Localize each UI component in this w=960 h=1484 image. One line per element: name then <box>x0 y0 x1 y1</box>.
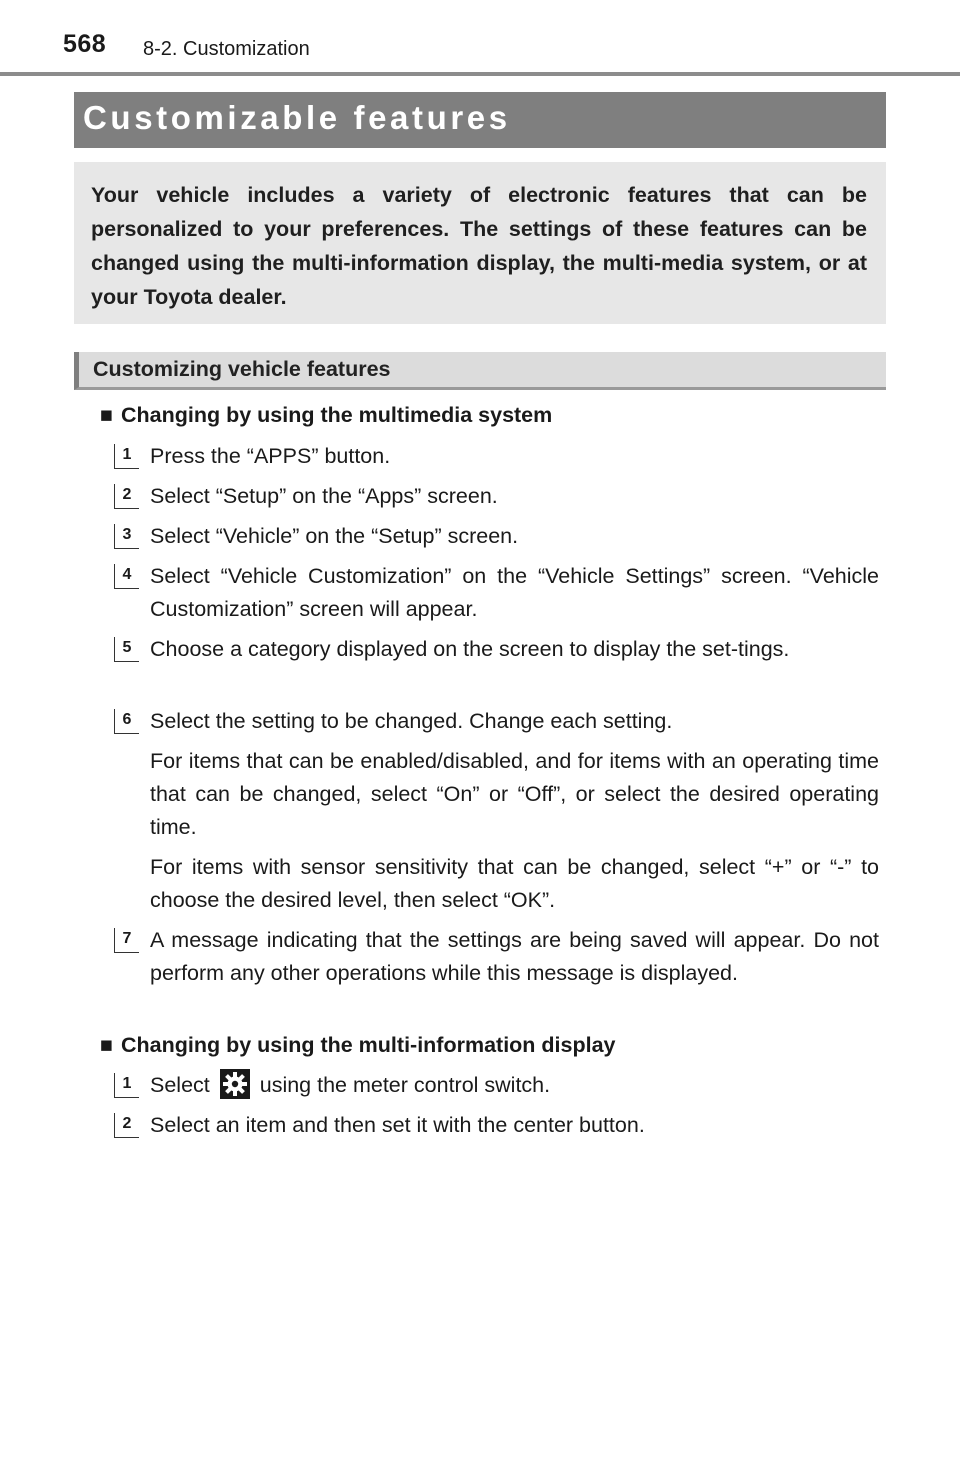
step-number-7: 7 <box>114 928 139 953</box>
multimedia-heading <box>100 403 552 428</box>
intro-box <box>74 162 886 324</box>
mid-step-text-2: Select an item and then set it with the center button. <box>150 1113 645 1137</box>
subsection-bar <box>74 352 886 390</box>
step-number-1: 1 <box>114 444 139 469</box>
subsection-title: Customizing vehicle features <box>93 357 391 381</box>
section-reference: 8-2. Customization <box>143 38 310 60</box>
step-text-5: Choose a category displayed on the screen to display the set-tings. <box>150 637 790 661</box>
mid-step-1-before: Select <box>150 1073 210 1097</box>
step-number-5: 5 <box>114 637 139 662</box>
step-text-3: Select “Vehicle” on the “Setup” screen. <box>150 524 519 548</box>
step-number-4: 4 <box>114 564 139 589</box>
mid-step-number-2: 2 <box>114 1113 139 1138</box>
intro-text: Your vehicle includes a variety of electronic features that can be personalized to your preferences. The settings of these features can be changed using the multi-information display, the multi-media system, or at your Toyota dealer. <box>91 183 867 309</box>
settings-gear-icon <box>220 1069 250 1099</box>
step-number-2: 2 <box>114 484 139 509</box>
step-number-6: 6 <box>114 709 139 734</box>
step-number-3: 3 <box>114 524 139 549</box>
step-text-6: Select the setting to be changed. Change each setting. <box>150 709 673 733</box>
mid-step-number-1: 1 <box>114 1073 139 1098</box>
mid-heading <box>100 1033 616 1058</box>
page-title: Customizable features <box>83 99 511 136</box>
header-divider <box>0 72 960 76</box>
title-bar <box>74 92 886 148</box>
step-6-note-2: For items with sensor sensitivity that can be changed, select “+” or “-” to choose the desired level, then select “OK”. <box>150 855 879 912</box>
step-text-7: A message indicating that the settings are being saved will appear. Do not perform any other operations while this message is displayed. <box>150 928 879 985</box>
page-number: 568 <box>63 30 107 58</box>
step-text-2: Select “Setup” on the “Apps” screen. <box>150 484 498 508</box>
mid-step-1-after: using the meter control switch. <box>259 1073 551 1097</box>
bullet-square-icon: ■ <box>100 1033 113 1057</box>
mid-heading-text: Changing by using the multi-information display <box>121 1033 616 1057</box>
step-6-note-1: For items that can be enabled/disabled, and for items with an operating time that can be changed, select “On” or “Off”, or select the desired operating time. <box>150 749 879 839</box>
step-text-1: Press the “APPS” button. <box>150 444 391 468</box>
step-text-4: Select “Vehicle Customization” on the “Vehicle Settings” screen. “Vehicle Customization” screen will appear. <box>150 564 879 621</box>
bullet-square-icon: ■ <box>100 403 113 427</box>
multimedia-heading-text: Changing by using the multimedia system <box>121 403 553 427</box>
mid-step-text-1 <box>150 1069 879 1102</box>
